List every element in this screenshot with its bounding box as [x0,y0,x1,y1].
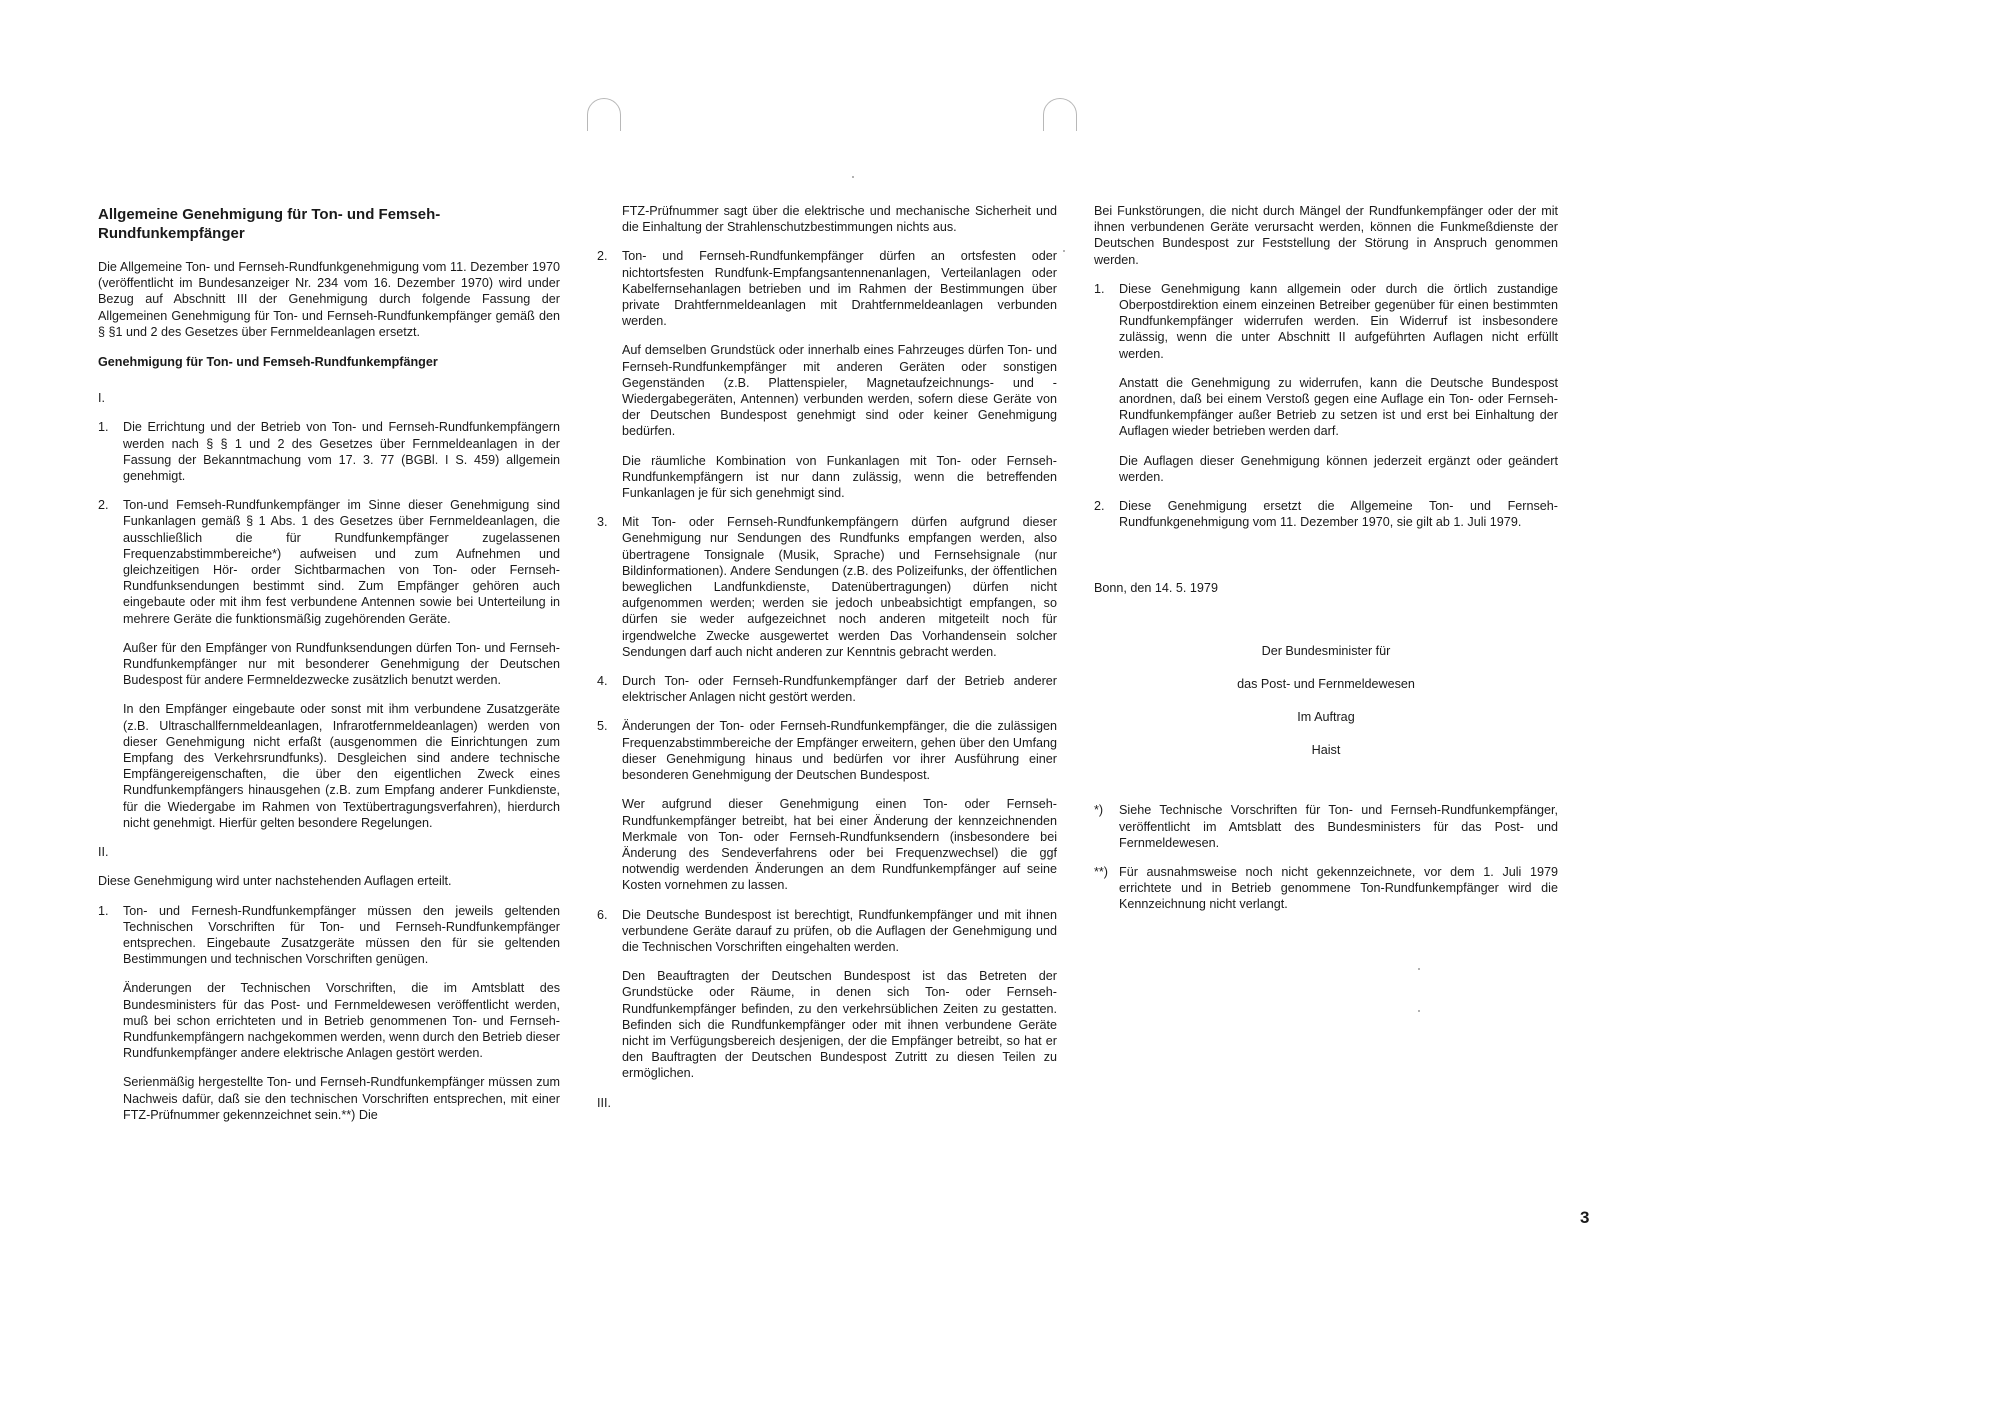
item-number: 4. [597,674,608,689]
page-number: 3 [1580,1208,1590,1227]
item-number: 5. [597,719,608,734]
footnote [1094,864,1558,913]
item-text: Diese Genehmigung kann allgemein oder durch die örtlich zustandige Oberpostdirektion einem einzeinen Betreiber gegenüber für einen bestimmten Rundfunkempfänger widerrufen werden. Ein Widerruf ist insbesondere zulässig, wenn die unter Abschnitt II aufgeführten Auflagen nicht erfüllt werden. [1119,281,1558,361]
footnote-text: Siehe Technische Vorschriften für Ton- und Fernseh-Rundfunkempfänger, veröffentlicht im Amtsblatt des Bundesministers für das Post- und Fernmeldewesen. [1119,803,1558,850]
item-number: 3. [597,515,608,530]
item-text: Die Deutsche Bundespost ist berechtigt, Rundfunkempfänger und mit ihnen verbundene Geräte darauf zu prüfen, ob die Auflagen der Genehmigung und die Technischen Vorschriften eingehalten werden. [622,907,1057,954]
paragraph: Außer für den Empfänger von Rundfunksendungen dürfen Ton- und Fernseh-Rundfunkempfänger nur mit besonderer Genehmigung der Deutschen Budespost für andere Fermneldezwecke zusätzlich benutzt werden. [123,640,560,688]
item-text: Mit Ton- oder Fernseh-Rundfunkempfängern dürfen aufgrund dieser Genehmigung nur Sendungen des Rundfunks empfangen werden, also übertragene Tonsignale (Musik, Sprache) und Fernsehsignale (nur Bildinformationen). Andere Sendungen (z.B. des Polizeifunks, der öffentlichen beweglichen Landfunkdienste, Datenübertragungen) dürfen nicht aufgenommen werden; werden sie jedoch unbeabsichtigt empfangen, so dürfen sie weder aufgezeichnet noch anderen mitgeteilt noch für irgendwelche Zwecke ausgewertet werden Das Vorhandensein solcher Sendungen darf auch nicht anderen zur Kenntnis gebracht werden. [622,515,1057,659]
item-text: Die Errichtung und der Betrieb von Ton- und Fernseh-Rundfunkempfängern werden nach § § 1 und 2 des Gesetzes über Fernmeldeanlagen in der Fassung der Bekanntmachung vom 17. 3. 77 (BGBl. I S. 459) allgemein genehmigt. [123,420,560,484]
document-title: Allgemeine Genehmigung für Ton- und Femseh-Rundfunkempfänger [98,206,441,242]
footnote [1094,802,1558,851]
item-text: Durch Ton- oder Fernseh-Rundfunkempfänger darf der Betrieb anderer elektrischer Anlagen nicht gestört werden. [622,674,1057,705]
paragraph: In den Empfänger eingebaute oder sonst mit ihm verbundene Zusatzgeräte (z.B. Ultraschallfernmeldeanlagen, Infrarotfernmeldeanlagen) werden von dieser Genehmigung nicht erfaßt (ausgenommen die Einrichtungen zum Empfang des Verkehrsrundfunks). Desgleichen sind andere technische Empfängereigenschaften, die über den eigentlichen Zweck eines Rundfunkempfängers hinausgehen (z.B. zum Empfang anderer Funkdienste, für die Wiedergabe im Rahmen von Textübertragungsverfahren), hierdurch nicht genehmigt. Hierfür gelten besondere Regelungen. [123,702,560,830]
item-number: 1. [98,903,109,918]
item-text: Änderungen der Ton- oder Fernseh-Rundfunkempfänger, die die zulässigen Frequenzabstimmbereiche der Empfänger erweitern, gehen über den Umfang dieser Genehmigung hinaus und bedürfen vor ihrer Ausführung einer besonderen Genehmigung der Deutschen Bundespost. [622,719,1057,783]
signature-line: Im Auftrag [1297,710,1355,725]
item-number: 2. [1094,499,1105,514]
item-text: Diese Genehmigung ersetzt die Allgemeine Ton- und Fernseh-Rundfunkgenehmigung vom 11. Dezember 1970, sie gilt ab 1. Juli 1979. [1119,499,1558,530]
item-text: Ton-und Femseh-Rundfunkempfänger im Sinne dieser Genehmigung sind Funkanlagen gemäß § 1 Abs. 1 des Gesetzes über Fernmeldeanlagen, die ausschließlich die für Rundfunkempfänger zugelassenen Frequenzabstimmbereiche*) aufweisen und zum Aufnehmen und gleichzeitigen Hör- order Sichtbarmachen von Ton- oder Fernseh-Rundfunksendungen bestimmt sind. Zum Empfänger gehören auch eingebaute oder mit ihm fest verbundene Antennen sowie bei Unterteilung in mehrere Geräte die funktionsmäßig zugehörenden Geräte. [123,498,560,626]
footnote-mark: **) [1094,865,1108,880]
list-item [1094,281,1558,362]
footnote-text: Für ausnahmsweise noch nicht gekennzeichnete, vor dem 1. Juli 1979 errichtete und in Betrieb genommene Ton-Rundfunkempfänger wird die Kennzeichnung nicht verlangt. [1119,865,1558,912]
place-date: Bonn, den 14. 5. 1979 [1094,581,1218,596]
list-item [597,673,1057,705]
section-heading: Genehmigung für Ton- und Femseh-Rundfunkempfänger [98,355,438,370]
list-item [597,514,1057,660]
section-number: III. [597,1095,611,1110]
list-item [98,419,560,484]
scan-speck [1063,250,1065,252]
section-number: I. [98,391,105,406]
punch-hole-mark [587,98,621,131]
paragraph: Wer aufgrund dieser Genehmigung einen Ton- oder Fernseh-Rundfunkempfänger betreibt, hat bei einer Änderung der kennzeichnenden Merkmale von Ton- oder Fernseh-Rundfunksendern (insbesondere bei Änderung des Sendeverfahrens oder bei Frequenzwechsel) die ggf notwendig werdenden Änderungen an dem Rundfunkempfänger auf seine Kosten vornehmen zu lassen. [622,797,1057,893]
footnote-mark: *) [1094,803,1104,818]
section-number: II. [98,845,109,860]
item-number: 1. [98,420,109,435]
item-text: Ton- und Fernseh-Rundfunkempfänger dürfen an ortsfesten oder nichtortsfesten Rundfunk-Empfangsantennenanlagen, Verteilanlagen oder Kabelfernsehanlagen betrieben und im Rahmen der Bestimmungen über private Drahtfernmeldeanlagen mit Drahtfernmeldeanlagen verbunden werden. [622,249,1057,329]
column-left [98,203,560,1136]
intro-paragraph: Die Allgemeine Ton- und Fernseh-Rundfunkgenehmigung vom 11. Dezember 1970 (veröffentlicht im Bundesanzeiger Nr. 234 vom 16. Dezember 1970) wird under Bezug auf Abschnitt III der Genehmigung durch folgende Fassung der Allgemeinen Genehmigung für Ton- und Fernseh-Rundfunkempfänger gemäß den § §1 und 2 des Gesetzes über Fernmeldeanlagen ersetzt. [98,260,560,339]
paragraph: Den Beauftragten der Deutschen Bundespost ist das Betreten der Grundstücke oder Räume, in denen sich Ton- oder Fernseh-Rundfunkempfänger befinden, zu den verkehrsüblichen Zeiten zu gestatten. Befinden sich die Rundfunkempfänger oder mit ihnen verbundene Geräte nicht im Verfügungsbereich desjenigen, der die Empfänger betreibt, so hat er den Bauftragten der Deutschen Bundespost Zutritt zu diesen Teilen zu ermöglichen. [622,969,1057,1081]
scan-speck [852,176,854,178]
list-item [597,907,1057,956]
signature-name: Haist [1311,743,1341,758]
paragraph: Serienmäßig hergestellte Ton- und Fernseh-Rundfunkempfänger müssen zum Nachweis dafür, daß sie den technischen Vorschriften entsprechen, mit einer FTZ-Prüfnummer gekennzeichnet sein.**) Die [123,1075,560,1122]
list-item [597,718,1057,783]
column-middle [597,203,1057,1124]
scan-speck [1418,968,1420,970]
scan-speck [1418,1010,1420,1012]
punch-hole-mark [1043,98,1077,131]
item-number: 6. [597,907,608,922]
item-number: 2. [597,249,608,264]
paragraph: Die räumliche Kombination von Funkanlagen mit Ton- oder Fernseh-Rundfunkempfängern ist nur dann zulässig, wenn die betreffenden Funkanlagen je für sich genehmigt sind. [622,453,1057,501]
item-text: Ton- und Fernesh-Rundfunkempfänger müssen den jeweils geltenden Technischen Vorschriften für Ton- und Fernseh-Rundfunkempfänger entsprechen. Eingebaute Zusatzgeräte müssen den für sie geltenden Bestimmungen und technischen Vorschriften genügen. [123,903,560,967]
paragraph: Anstatt die Genehmigung zu widerrufen, kann die Deutsche Bundespost anordnen, daß bei einem Verstoß gegen eine Auflage ein Ton- oder Fernseh-Rundfunkempfänger außer Betrieb zu setzen ist und erst bei Einhaltung der Auflagen wieder betrieben werden darf. [1119,375,1558,439]
list-item [98,903,560,968]
signature-line: das Post- und Fernmeldewesen [1237,676,1415,691]
column-right [1094,203,1558,926]
paragraph: FTZ-Prüfnummer sagt über die elektrische und mechanische Sicherheit und die Einhaltung der Strahlenschutzbestimmungen nichts aus. [622,204,1057,235]
list-item [597,248,1057,329]
list-item [1094,498,1558,530]
list-item [98,497,560,627]
paragraph: Die Auflagen dieser Genehmigung können jederzeit ergänzt oder geändert werden. [1119,453,1558,484]
item-number: 2. [98,498,109,513]
paragraph: Änderungen der Technischen Vorschriften, die im Amtsblatt des Bundesministers für das Post- und Fernmeldewesen veröffentlicht werden, muß bei schon errichteten und in Betrieb genommenen Ton- und Fernseh-Rundfunkempfängern nachgekommen werden, wenn durch den Betrieb dieser Rundfunkempfänger andere elektrische Anlagen gestört werden. [123,981,560,1061]
paragraph: Bei Funkstörungen, die nicht durch Mängel der Rundfunkempfänger oder der mit ihnen verbundenen Geräte verursacht werden, können die Funkmeßdienste der Deutschen Bundespost zur Feststellung der Störung in Anspruch genommen werden. [1094,204,1558,267]
paragraph: Diese Genehmigung wird unter nachstehenden Auflagen erteilt. [98,874,452,889]
signature-line: Der Bundesminister für [1261,643,1391,658]
paragraph: Auf demselben Grundstück oder innerhalb eines Fahrzeuges dürfen Ton- und Fernseh-Rundfunkempfänger mit anderen Geräten oder sonstigen Gegenständen (z.B. Plattenspieler, Magnetaufzeichnungs- und -Wiedergabegeräten, Antennen) verbunden werden, sofern diese Geräte von der Deutschen Bundespost genehmigt sind oder keiner Genehmigung bedürfen. [622,343,1057,439]
item-number: 1. [1094,281,1105,296]
